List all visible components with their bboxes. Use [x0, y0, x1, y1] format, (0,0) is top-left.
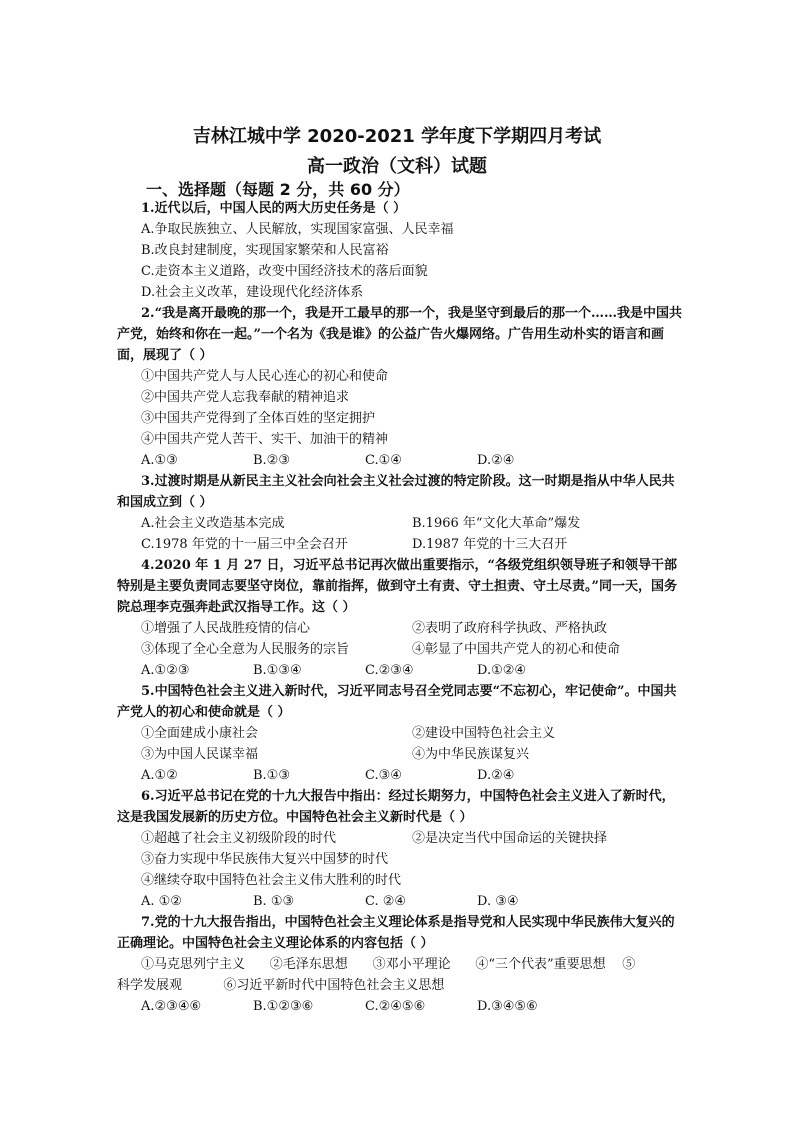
option-b: B.改良封建制度，实现国家繁荣和人民富裕 [141, 243, 389, 258]
option-d: D.①②④ [477, 663, 527, 678]
option-b: B.1966 年“文化大革命”爆发 [412, 516, 581, 531]
option-d: D.②④ [477, 453, 515, 468]
exam-subtitle: 高一政治（文科）试题 [307, 156, 487, 177]
question-stem: 2.“我是离开最晚的那一个，我是开工最早的那一个，我是坚守到最后的那一个……我是中国共产党，始终和你在一起。”一个名为《我是谁》的公益广告火爆网络。广告用生动朴实的语言和画面，展现了（ ） [117, 306, 683, 363]
option-b: B.②③ [253, 453, 290, 468]
statement-2: ②是决定当代中国命运的关键抉择 [412, 831, 608, 846]
statement-1: ①超越了社会主义初级阶段的时代 [141, 831, 337, 846]
question-stem: 5.中国特色社会主义进入新时代，习近平同志号召全党同志要“不忘初心，牢记使命”。中国共产党人的初心和使命就是（ ） [117, 684, 677, 720]
option-c: C.③④ [365, 768, 402, 783]
section-heading: 一、选择题（每题 2 分，共 60 分） [146, 180, 410, 199]
statements-row [117, 723, 683, 744]
option-c: C.①④ [365, 453, 402, 468]
option-a: A.①③ [141, 453, 178, 468]
statements-row [117, 618, 683, 639]
statements-row [117, 639, 683, 660]
option-c: C. ②④ [365, 894, 407, 909]
question-stem: 7.党的十九大报告指出，中国特色社会主义理论体系是指导党和人民实现中华民族伟大复兴的正确理论。中国特色社会主义理论体系的内容包括（ ） [117, 915, 675, 951]
option-d: D. ③④ [477, 894, 519, 909]
statement-2: ②建设中国特色社会主义 [412, 726, 556, 741]
statement-3: ③奋力实现中华民族伟大复兴中国梦的时代 [141, 852, 389, 867]
statements-line-2: 科学发展观 ⑥习近平新时代中国特色社会主义思想 [117, 978, 445, 993]
options-row [117, 891, 683, 912]
question-4 [117, 555, 683, 681]
statements-row [117, 744, 683, 765]
question-6 [117, 786, 683, 912]
options-row [117, 534, 683, 555]
question-stem: 6.习近平总书记在党的十九大报告中指出：经过长期努力，中国特色社会主义进入了新时代，这是我国发展新的历史方位。中国特色社会主义新时代是（ ） [117, 789, 675, 825]
statement-4: ④彰显了中国共产党人的初心和使命 [412, 642, 621, 657]
statement-4: ④为中华民族谋复兴 [412, 747, 530, 762]
option-b: B. ①③ [253, 894, 295, 909]
option-a: A. ①② [141, 894, 182, 909]
exam-title: 吉林江城中学 2020-2021 学年度下学期四月考试 [192, 126, 602, 147]
statement-3: ③中国共产党得到了全体百姓的坚定拥护 [141, 411, 376, 426]
option-b: B.①③ [253, 768, 290, 783]
question-2 [117, 303, 683, 471]
option-a: A.①② [141, 768, 178, 783]
option-c: C.走资本主义道路，改变中国经济技术的落后面貌 [141, 264, 428, 279]
option-a: A.社会主义改造基本完成 [141, 516, 285, 531]
option-d: D.1987 年党的十三大召开 [412, 537, 568, 552]
question-7 [117, 912, 683, 1017]
options-row [117, 450, 683, 471]
option-a: A.①②③ [141, 663, 190, 678]
options-row [117, 765, 683, 786]
statement-4: ④继续夺取中国特色社会主义伟大胜利的时代 [141, 873, 402, 888]
statement-1: ①中国共产党人与人民心连心的初心和使命 [141, 369, 389, 384]
option-d: D.③④⑤⑥ [477, 999, 538, 1014]
option-b: B.①③④ [253, 663, 302, 678]
question-3 [117, 471, 683, 555]
options-row [117, 996, 683, 1017]
option-d: D.社会主义改革，建设现代化经济体系 [141, 285, 364, 300]
options-row [117, 513, 683, 534]
statement-3: ③体现了全心全意为人民服务的宗旨 [141, 642, 350, 657]
statements-line-1: ①马克思列宁主义 ②毛泽东思想 ③邓小平理论 ④“三个代表”重要思想 ⑤ [141, 957, 636, 972]
option-c: C.1978 年党的十一届三中全会召开 [141, 537, 348, 552]
option-a: A.争取民族独立、人民解放，实现国家富强、人民幸福 [141, 222, 454, 237]
statement-2: ②表明了政府科学执政、严格执政 [412, 621, 608, 636]
questions-body [117, 198, 683, 1017]
statement-4: ④中国共产党人苦干、实干、加油干的精神 [141, 432, 389, 447]
option-d: D.②④ [477, 768, 515, 783]
statements-row [117, 828, 683, 849]
statement-2: ②中国共产党人忘我奉献的精神追求 [141, 390, 350, 405]
option-a: A.②③④⑥ [141, 999, 202, 1014]
option-b: B.①②③⑥ [253, 999, 314, 1014]
statement-1: ①全面建成小康社会 [141, 726, 259, 741]
question-stem: 3.过渡时期是从新民主主义社会向社会主义社会过渡的特定阶段。这一时期是指从中华人民共和国成立到（ ） [117, 474, 675, 510]
option-c: C.②④⑤⑥ [365, 999, 426, 1014]
options-row [117, 660, 683, 681]
question-1 [117, 198, 683, 303]
statement-3: ③为中国人民谋幸福 [141, 747, 259, 762]
option-c: C.②③④ [365, 663, 414, 678]
question-stem: 1.近代以后，中国人民的两大历史任务是（ ） [141, 201, 407, 216]
statement-1: ①增强了人民战胜疫情的信心 [141, 621, 311, 636]
question-5 [117, 681, 683, 786]
question-stem: 4.2020 年 1 月 27 日，习近平总书记再次做出重要指示，“各级党组织领导班子和领导干部特别是主要负责同志要坚守岗位，靠前指挥，做到守土有责、守土担责、守土尽责。”同一天，国务院总理李克强奔赴武汉指导工作。这（ ） [117, 558, 677, 615]
